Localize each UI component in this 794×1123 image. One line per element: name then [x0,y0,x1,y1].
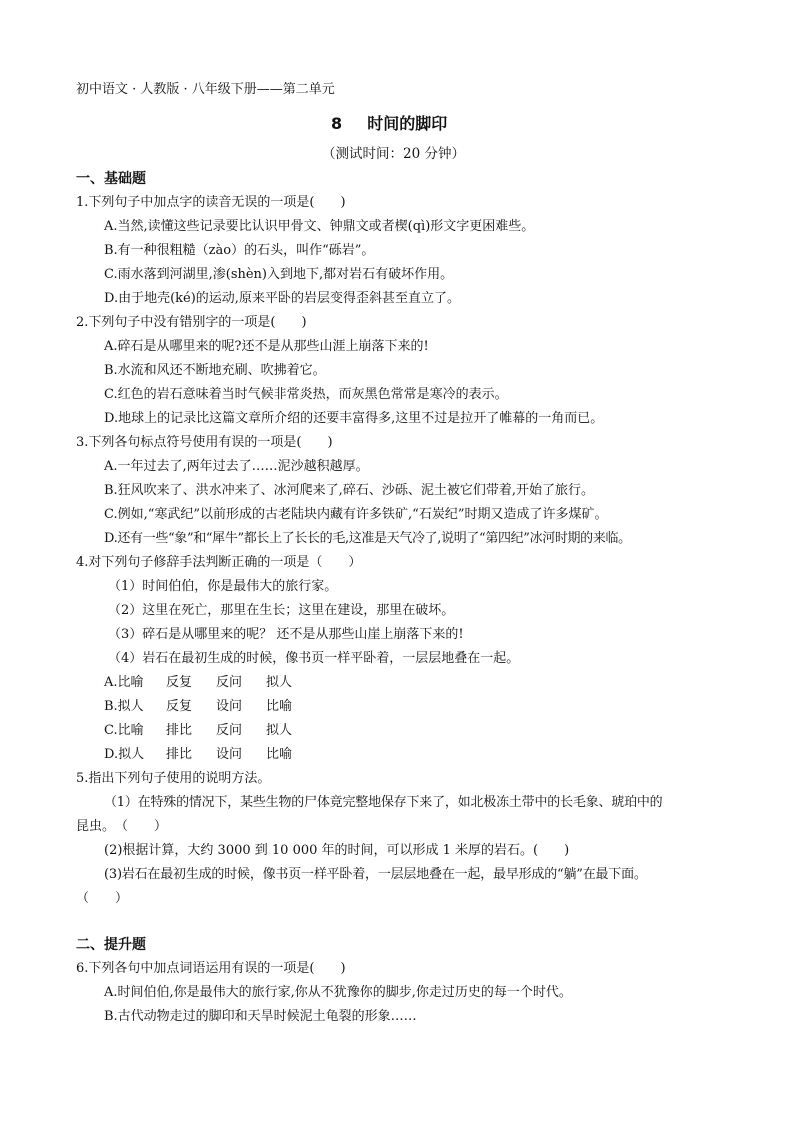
q4-item-2: （2）这里在死亡，那里在生长；这里在建设，那里在破坏。 [108,603,455,618]
q1-stem: 1.下列句子中加点字的读音无误的一项是( ) [76,195,346,210]
q4-option-b-1: B.拟人 [104,699,144,714]
section-heading-basic: 一、基础题 [76,171,146,187]
q5-item-1-line-1: （1）在特殊的情况下，某些生物的尸体竟完整地保存下来了，如北极冻土带中的长毛象、琥珀中的 [104,795,663,810]
q4-option-c-1: C.比喻 [104,723,144,738]
test-time: （测试时间：20 分钟） [322,146,465,162]
lesson-title-text: 时间的脚印 [367,114,448,133]
q1-option-b: B.有一种很粗糙（zào）的石头，叫作“砾岩”。 [104,243,375,258]
q4-item-3: （3）碎石是从哪里来的呢？ 还不是从那些山崖上崩落下来的! [108,627,464,642]
q4-option-a-4: 拟人 [266,675,293,690]
q2-option-a: A.碎石是从哪里来的呢?还不是从那些山涯上崩落下来的! [104,339,429,354]
q5-stem: 5.指出下列句子使用的说明方法。 [76,771,271,786]
q4-option-b-4: 比喻 [266,699,293,714]
q4-option-d-4: 比喻 [266,747,293,762]
q3-option-a: A.一年过去了,两年过去了……泥沙越积越厚。 [104,459,369,474]
q4-option-a-3: 反问 [216,675,243,690]
q4-option-d-1: D.拟人 [104,747,145,762]
q4-option-c-3: 反问 [216,723,243,738]
q6-option-a: A.时间伯伯,你是最伟大的旅行家,你从不犹豫你的脚步,你走过历史的每一个时代。 [104,985,572,1000]
q1-option-a: A.当然,读懂这些记录要比认识甲骨文、钟鼎文或者楔(qì)形文字更困难些。 [104,219,535,234]
q4-option-c [104,723,292,739]
q4-option-a-2: 反复 [166,675,193,690]
q5-item-3-line-2: （ ） [76,891,129,906]
q2-option-b: B.水流和风还不断地充刷、吹拂着它。 [104,363,326,378]
q4-option-c-2: 排比 [166,723,193,738]
q6-option-b: B.古代动物走过的脚印和天旱时候泥土龟裂的形象…… [104,1009,417,1024]
q4-stem: 4.对下列句子修辞手法判断正确的一项是（ ） [76,555,362,570]
q1-option-d: D.由于地壳(ké)的运动,原来平卧的岩层变得歪斜甚至直立了。 [104,291,460,306]
q2-option-d: D.地球上的记录比这篇文章所介绍的还要丰富得多,这里不过是拉开了帷幕的一角而已。 [104,411,604,426]
q3-stem: 3.下列各句标点符号使用有误的一项是( ) [76,435,333,450]
q4-option-b [104,699,292,715]
section-heading-advanced: 二、提升题 [76,937,146,953]
q1-option-c: C.雨水落到河湖里,渗(shèn)入到地下,都对岩石有破坏作用。 [104,267,454,282]
q3-option-d: D.还有一些“象”和“犀牛”都长上了长长的毛,这准是天气冷了,说明了“第四纪”冰河时期的来临。 [104,531,631,546]
q4-option-b-2: 反复 [166,699,193,714]
q3-option-b: B.狂风吹来了、洪水冲来了、冰河爬来了,碎石、沙砾、泥土被它们带着,开始了旅行。 [104,483,594,498]
lesson-number: 8 [331,114,343,133]
q4-option-d-3: 设问 [216,747,243,762]
q6-stem: 6.下列各句中加点词语运用有误的一项是( ) [76,961,346,976]
q4-item-1: （1）时间伯伯，你是最伟大的旅行家。 [108,579,338,594]
q4-option-c-4: 拟人 [266,723,293,738]
q4-option-a [104,675,292,691]
q4-option-d-2: 排比 [166,747,193,762]
q2-stem: 2.下列句子中没有错别字的一项是( ) [76,315,307,330]
q4-item-4: （4）岩石在最初生成的时候，像书页一样平卧着，一层层地叠在一起。 [108,651,520,666]
q5-item-3-line-1: (3)岩石在最初生成的时候，像书页一样平卧着，一层层地叠在一起，最早形成的“躺”在最下面。 [104,867,647,882]
q4-option-b-3: 设问 [216,699,243,714]
q5-item-2: (2)根据计算，大约 3000 到 10 000 年的时间，可以形成 1 米厚的岩石。( ) [104,843,570,858]
course-header: 初中语文 · 人教版 · 八年级下册——第二单元 [76,82,335,97]
q5-item-1-line-2: 昆虫。 （ ） [76,819,168,834]
q4-option-a-1: A.比喻 [104,675,144,690]
lesson-title [331,116,447,132]
q4-option-d [104,747,292,763]
q2-option-c: C.红色的岩石意味着当时气候非常炎热，而灰黑色常常是寒冷的表示。 [104,387,508,402]
q3-option-c: C.例如,“寒武纪”以前形成的古老陆块内藏有许多铁矿,“石炭纪”时期又造成了许多煤矿。 [104,507,608,522]
